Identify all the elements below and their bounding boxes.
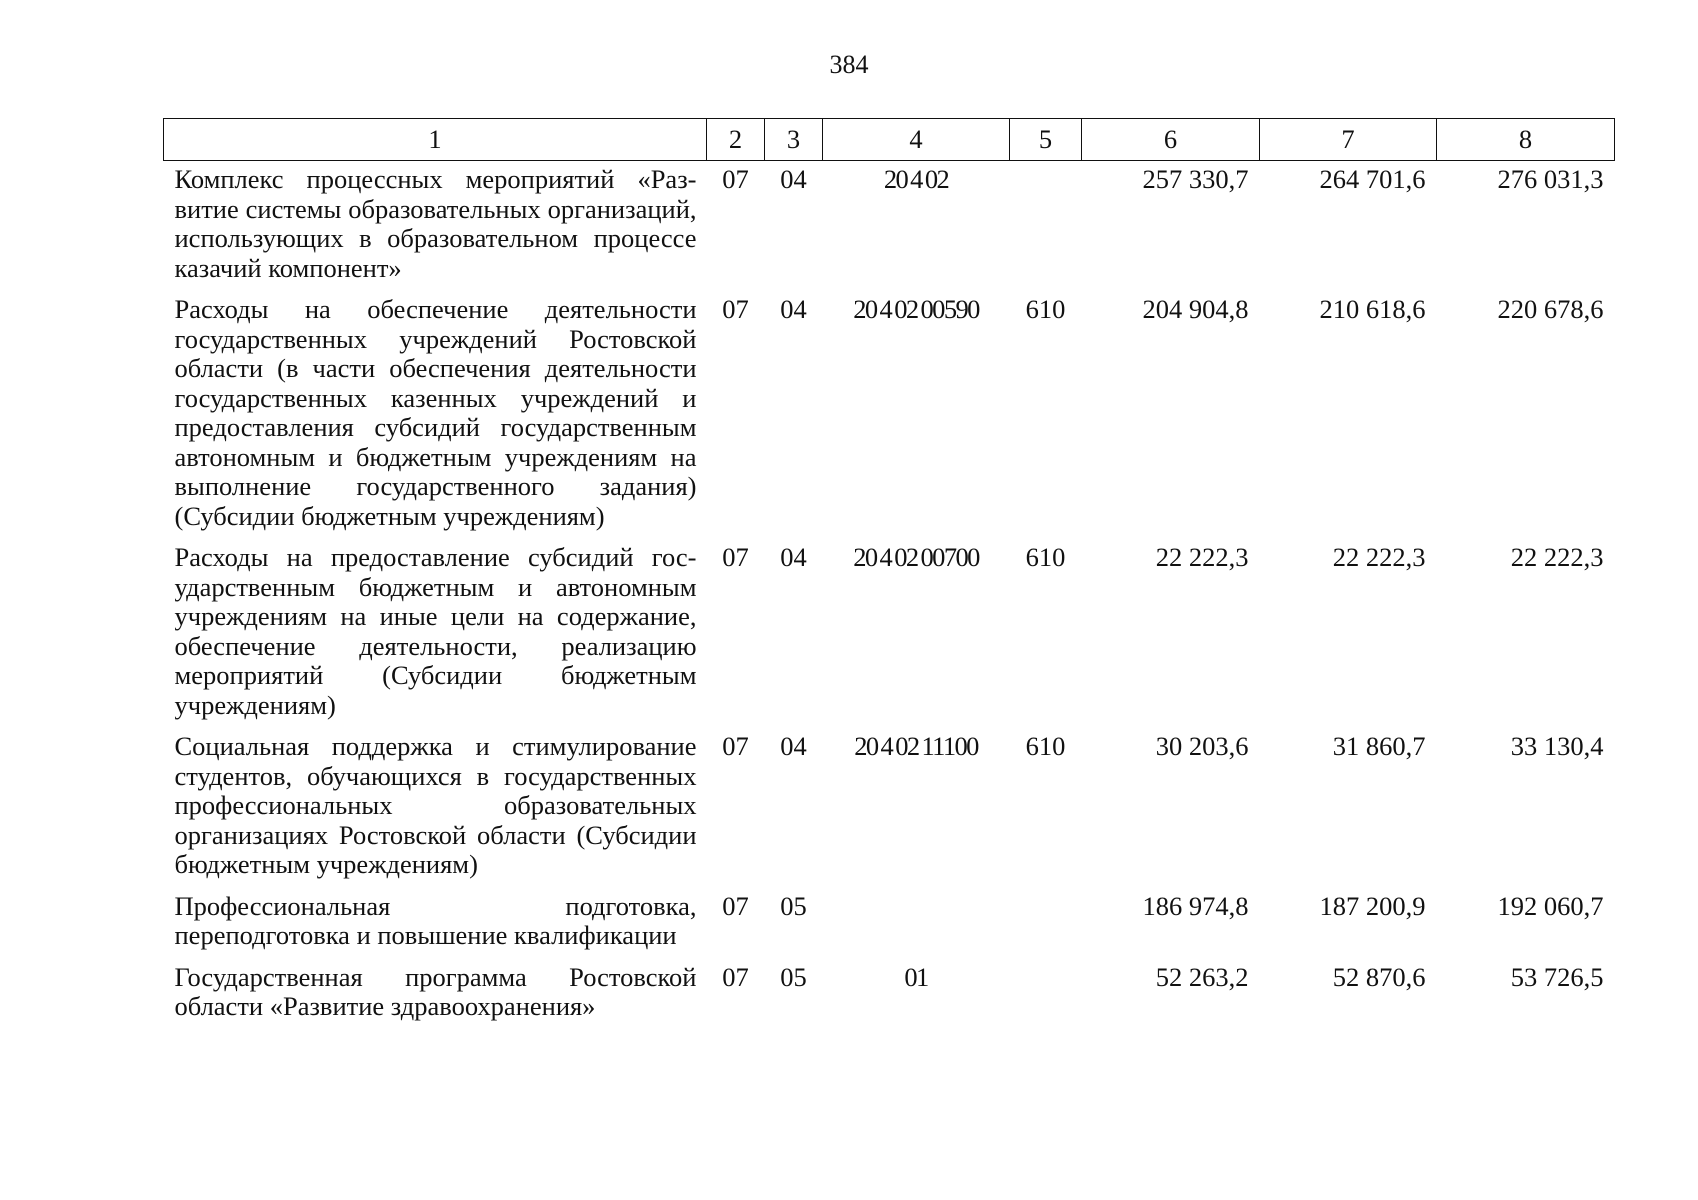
row-name: Государственная программа Ростовской области «Развитие здравоохранения»: [174, 961, 697, 1021]
row-amount-col7: 187 200,9: [1319, 890, 1426, 921]
row-amount-col6: 30 203,6: [1155, 731, 1249, 761]
row-expense-type: [1010, 959, 1082, 1030]
header-col-8: 8: [1437, 119, 1615, 161]
row-amount-col6: 22 222,3: [1155, 542, 1249, 572]
row-amount-col7: 210 618,6: [1319, 294, 1426, 324]
row-target-code: 20 4 02 11100: [854, 731, 978, 761]
row-amount-col7: 31 860,7: [1332, 731, 1426, 761]
header-col-1: 1: [164, 119, 707, 161]
row-name: Комплекс процессных мероприятий «Развитие системы образовательных организаций, использующих в образовательном процессе казачий компонент»: [174, 164, 697, 283]
row-amount-col6: 52 263,2: [1155, 961, 1249, 992]
row-expense-type: 610: [1025, 542, 1066, 572]
row-amount-col7: 264 701,6: [1319, 164, 1426, 194]
row-name: Социальная поддержка и стимулирование студентов, обучающихся в государственных профессиональных образовательных организациях Ростовской области (Субсидии бюджетным учреждениям): [174, 731, 697, 879]
table-row: [164, 291, 1615, 539]
row-subsection: 05: [780, 961, 807, 992]
row-target-code: 20 4 02 00590: [853, 294, 979, 324]
row-amount-col8: 192 060,7: [1497, 890, 1604, 921]
row-amount-col7: 52 870,6: [1332, 961, 1426, 992]
row-section: 07: [722, 731, 749, 761]
header-col-2: 2: [707, 119, 765, 161]
header-col-5: 5: [1010, 119, 1082, 161]
table-row: [164, 539, 1615, 728]
row-subsection: 04: [780, 294, 807, 324]
row-amount-col6: 204 904,8: [1142, 294, 1249, 324]
row-amount-col8: 276 031,3: [1497, 164, 1604, 194]
row-amount-col8: 22 222,3: [1510, 542, 1604, 572]
row-section: 07: [722, 542, 749, 572]
table-row: [164, 888, 1615, 959]
row-name: Расходы на предоставление субсидий государственным бюджетным и автономным учреждениям на иные цели на содержание, обеспечение деятельности, реализацию мероприятий (Субсидии бюджетным учреждениям): [174, 542, 697, 720]
row-name: Расходы на обеспечение деятельности государственных учреждений Ростовской области (в части обеспечения деятельности государственных казенных учреждений и предоставления субсидий государственным автономным и бюджетным учреждениям на выполнение государственного задания) (Субсидии бюджетным учреждениям): [174, 294, 697, 531]
header-col-6: 6: [1082, 119, 1260, 161]
header-row: [164, 119, 1615, 161]
row-amount-col7: 22 222,3: [1332, 542, 1426, 572]
table-row: [164, 728, 1615, 888]
header-col-4: 4: [823, 119, 1010, 161]
row-section: 07: [722, 164, 749, 194]
row-subsection: 04: [780, 164, 807, 194]
row-section: 07: [722, 890, 749, 921]
row-target-code: [823, 888, 1010, 959]
row-target-code: 20 4 02: [883, 164, 949, 194]
row-target-code: 01: [904, 961, 928, 992]
row-expense-type: 610: [1025, 294, 1066, 324]
row-expense-type: [1010, 161, 1082, 292]
header-col-7: 7: [1260, 119, 1437, 161]
row-amount-col6: 186 974,8: [1142, 890, 1249, 921]
row-expense-type: 610: [1025, 731, 1066, 761]
row-subsection: 05: [780, 890, 807, 921]
row-name: Профессиональная подготовка, переподготовка и повышение квалификации: [174, 890, 697, 950]
table-body: [164, 161, 1615, 1030]
table-header: [164, 119, 1615, 161]
table-row: [164, 959, 1615, 1030]
row-amount-col8: 53 726,5: [1510, 961, 1604, 992]
table-row: [164, 161, 1615, 292]
row-section: 07: [722, 961, 749, 992]
row-expense-type: [1010, 888, 1082, 959]
row-subsection: 04: [780, 542, 807, 572]
row-subsection: 04: [780, 731, 807, 761]
row-amount-col8: 220 678,6: [1497, 294, 1604, 324]
row-target-code: 20 4 02 00700: [853, 542, 979, 572]
header-col-3: 3: [765, 119, 823, 161]
row-amount-col8: 33 130,4: [1510, 731, 1604, 761]
row-section: 07: [722, 294, 749, 324]
budget-table: [163, 118, 1615, 1030]
page-number: 384: [829, 50, 869, 79]
row-amount-col6: 257 330,7: [1142, 164, 1249, 194]
